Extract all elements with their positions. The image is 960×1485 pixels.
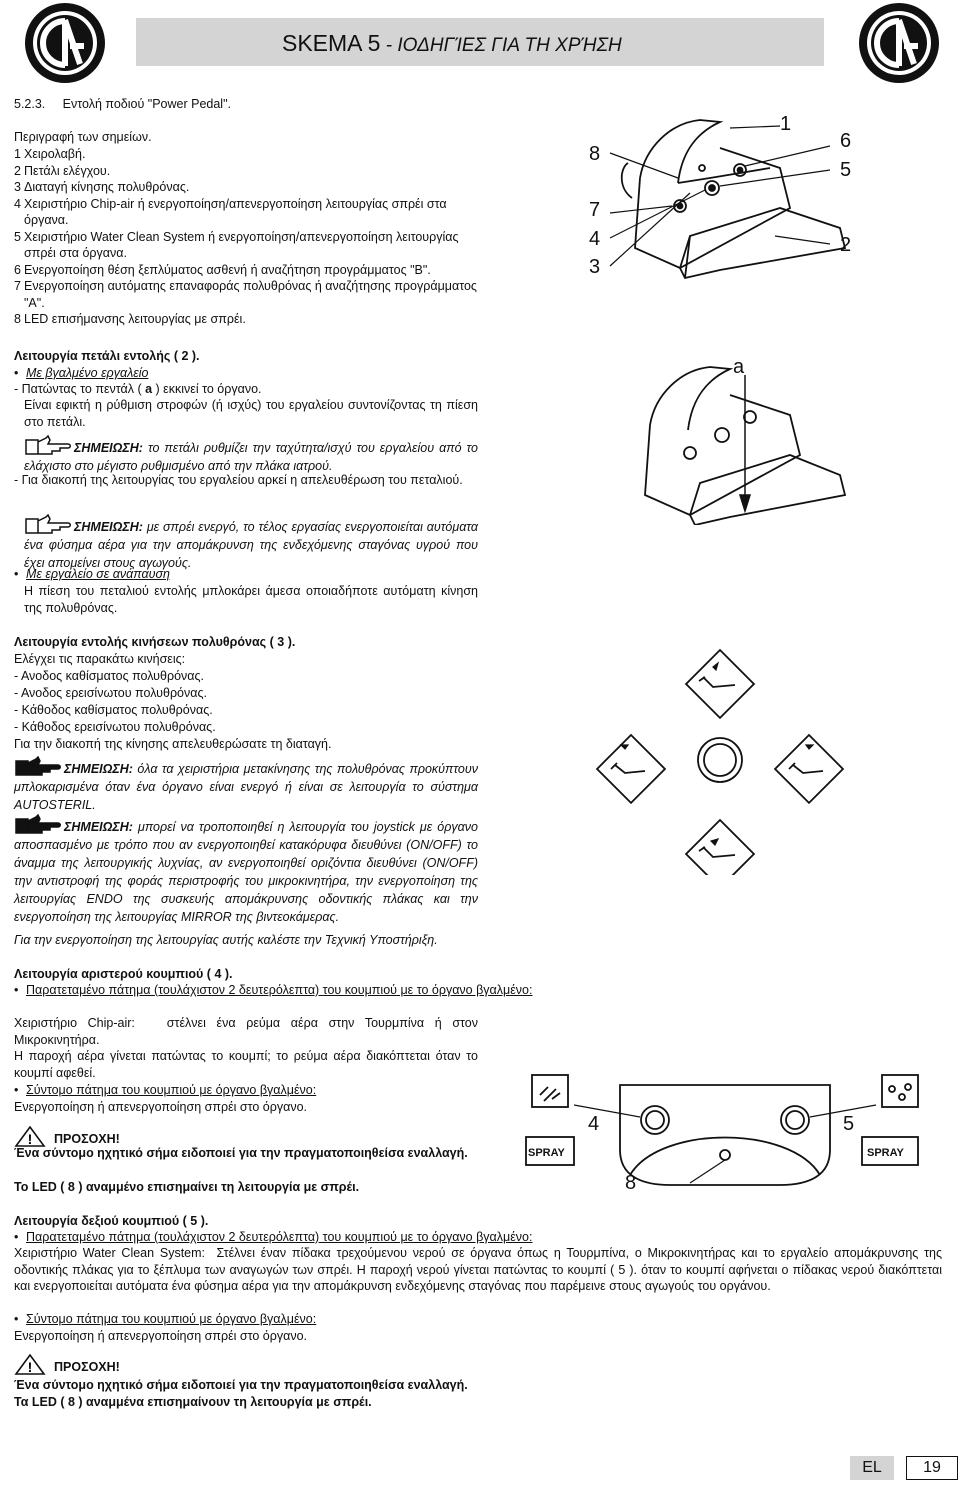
- pointing-hand-icon: [24, 513, 72, 535]
- company-logo-right-icon: [856, 0, 942, 86]
- pedal-diagram-press: [620, 355, 860, 525]
- legend-item: 7 Ενεργοποίηση αυτόματης επαναφοράς πολυθρόνας ή αναζήτησης προγράμματος "A".: [14, 279, 477, 310]
- pedal-bullet2: • Με εργαλείο σε ανάπαυση: [14, 567, 170, 581]
- fig1-label-8: 8: [589, 143, 601, 165]
- right-btn-warn-text: Ένα σύντομο ηχητικό σήμα ειδοποιεί για την πραγματοποιηθείσα εναλλαγή.: [14, 1378, 468, 1392]
- chair-heading: Λειτουργία εντολής κινήσεων πολυθρόνας ( 3 ).: [14, 635, 296, 649]
- right-btn-bullet1: • Παρατεταμένο πάτημα (τουλάχιστον 2 δευτερόλεπτα) του κουμπιού με το όργανο βγαλμένο:: [14, 1230, 533, 1244]
- svg-text:!: !: [27, 1131, 33, 1147]
- spray-buttons-diagram: [520, 1065, 930, 1215]
- pedal-p4: Η πίεση του πεταλιού εντολής μπλοκάρει άμεσα οποιαδήποτε αυτόματη κίνηση της πολυθρόνας.: [24, 584, 478, 615]
- left-btn-bullet2: • Σύντομο πάτημα του κουμπιού με όργανο βγαλμένο:: [14, 1083, 317, 1097]
- chair-joystick-diagram: [595, 645, 845, 875]
- fig2-label-a: a: [733, 356, 745, 378]
- fig3-label-4: 4: [588, 1113, 600, 1135]
- chair-move: - Κάθοδος ερεισίνωτου πολυθρόνας.: [14, 720, 216, 734]
- pedal-p3: - Για διακοπή της λειτουργίας του εργαλείου αρκεί η απελευθέρωση του πεταλιού.: [14, 473, 463, 487]
- svg-text:!: !: [27, 1359, 33, 1375]
- right-btn-bullet2: • Σύντομο πάτημα του κουμπιού με όργανο βγαλμένο:: [14, 1312, 317, 1326]
- legend-item: 3 Διαταγή κίνησης πολυθρόνας.: [14, 180, 190, 194]
- pedal-p2: Είναι εφικτή η ρύθμιση στροφών (ή ισχύς) του εργαλείου συντονίζοντας τη πίεση στο πετάλι.: [24, 398, 478, 429]
- pedal-bullet1: • Με βγαλμένο εργαλείο: [14, 366, 149, 380]
- left-btn-warn-text: Ένα σύντομο ηχητικό σήμα ειδοποιεί για την πραγματοποιηθείσα εναλλαγή.: [14, 1146, 468, 1160]
- pedal-note2: ΣΗΜΕΙΩΣΗ: με σπρέι ενεργό, το τέλος εργασίας ενεργοποιείται αυτόματα ένα φύσημα αέρα για την απομάκρυνση της ενδεχόμενης σταγόνας υγρού που έχει απομείνει στους αγωγούς.: [24, 513, 478, 572]
- right-btn-warning: ! ΠΡΟΣΟΧΗ!: [14, 1354, 120, 1376]
- left-btn-air: Η παροχή αέρα γίνεται πατώντας το κουμπί; το ρεύμα αέρα διακόπτεται όταν το κουμπί αφεθεί.: [14, 1049, 478, 1080]
- chair-intro: Ελέγχει τις παρακάτω κινήσεις:: [14, 652, 186, 666]
- left-btn-b2-text: Ενεργοποίηση ή απενεργοποίηση σπρέι στο όργανο.: [14, 1100, 308, 1114]
- pedal-diagram-labeled: [580, 108, 880, 298]
- legend-item: 6 Ενεργοποίηση θέση ξεπλύματος ασθενή ή αναζήτηση προγράμματος "B".: [14, 262, 431, 277]
- left-btn-bullet1: • Παρατεταμένο πάτημα (τουλάχιστον 2 δευτερόλεπτα) του κουμπιού με το όργανο βγαλμένο:: [14, 983, 533, 997]
- right-btn-b2-text: Ενεργοποίηση ή απενεργοποίηση σπρέι στο όργανο.: [14, 1329, 308, 1343]
- left-btn-warning: ! ΠΡΟΣΟΧΗ!: [14, 1126, 120, 1148]
- fig1-label-1: 1: [780, 113, 792, 135]
- chair-note1: ΣΗΜΕΙΩΣΗ: όλα τα χειριστήρια μετακίνησης της πολυθρόνας προκύπτουν μπλοκαρισμένα όταν ένα όργανο είναι ενεργό ή είναι σε λειτουργία το σύστημα AUTOSTERIL.: [14, 755, 478, 814]
- fig1-label-2: 2: [840, 234, 852, 256]
- chair-move: - Ανοδος καθίσματος πολυθρόνας.: [14, 669, 205, 683]
- language-badge: EL: [850, 1456, 894, 1480]
- chair-move: - Κάθοδος καθίσματος πολυθρόνας.: [14, 703, 213, 717]
- legend-item: 2 Πετάλι ελέγχου.: [14, 163, 111, 178]
- pedal-note1: ΣΗΜΕΙΩΣΗ: το πετάλι ρυθμίζει την ταχύτητα/ισχύ του εργαλείου από το ελάχιστο στο μέγιστο ρυθμισμένο από την πλάκα ιατρού.: [24, 434, 478, 475]
- warning-icon: [14, 1354, 54, 1376]
- legend-item: 1 Χειρολαβή.: [14, 147, 86, 161]
- fig3-label-5: 5: [843, 1113, 855, 1135]
- legend-item: 4 Χειριστήριο Chip-air ή ενεργοποίηση/απενεργοποίηση λειτουργίας σπρέι στα όργανα.: [14, 196, 447, 227]
- section-heading: 5.2.3. Εντολή ποδιού "Power Pedal".: [14, 97, 231, 111]
- right-btn-heading: Λειτουργία δεξιού κουμπιού ( 5 ).: [14, 1214, 209, 1228]
- fig1-label-4: 4: [589, 228, 601, 250]
- left-btn-heading: Λειτουργία αριστερού κουμπιού ( 4 ).: [14, 967, 233, 981]
- left-btn-led: Το LED ( 8 ) αναμμένο επισημαίνει τη λειτουργία με σπρέι.: [14, 1180, 360, 1194]
- spray-label-right: SPRAY: [867, 1147, 904, 1159]
- chair-move: - Ανοδος ερεισίνωτου πολυθρόνας.: [14, 686, 207, 700]
- legend-item: 5 Χειριστήριο Water Clean System ή ενεργοποίηση/απενεργοποίηση λειτουργίας σπρέι στα όργανα.: [14, 229, 459, 260]
- legend-title: Περιγραφή των σημείων.: [14, 130, 152, 144]
- fig1-label-6: 6: [840, 130, 852, 152]
- left-btn-chip: Χειριστήριο Chip-air: στέλνει ένα ρεύμα αέρα στην Τουρμπίνα ή στον Μικροκινητήρα.: [14, 1016, 482, 1047]
- right-btn-wcs: Χειριστήριο Water Clean System: Στέλνει έναν πίδακα τρεχούμενου νερού σε όργανα όπως η Τουρμπίνα, ο Μικροκινητήρας και το εργαλείο απομάκρυνσης της οδοντικής πλάκας για το ξέπλυμα των αναγωγών των σπρέι. Η παροχή νερού γίνεται πατώντας το κουμπί ( 5 ). όταν το κουμπί αφήνεται ο πίδακας νερού διακόπτεται και ενεργοποιείται αυτόματα ένα φύσημα αέρα για την απομάκρυνση ενδεχόμενης σταγόνας που παρέμεινε στους αγωγούς του οργάνου.: [14, 1246, 946, 1293]
- pointing-hand-icon: [14, 813, 62, 835]
- legend-list: [14, 146, 482, 328]
- fig1-label-5: 5: [840, 159, 852, 181]
- page-number: 19: [906, 1456, 958, 1480]
- pedal-p1: - Πατώντας το πεντάλ ( a ) εκκινεί το όργανο.: [14, 382, 262, 396]
- pointing-hand-icon: [24, 434, 72, 456]
- chair-support: Για την ενεργοποίηση της λειτουργίας αυτής καλέστε την Τεχνική Υποστήριξη.: [14, 933, 438, 947]
- fig1-label-7: 7: [589, 199, 601, 221]
- page-title: SKEMA 5 - ΙΟΔΗΓΊΕΣ ΓΙΑ ΤΗ ΧΡΉΣΗ: [282, 30, 622, 56]
- fig3-label-8: 8: [625, 1172, 637, 1194]
- chair-stop: Για την διακοπή της κίνησης απελευθερώσατε τη διαταγή.: [14, 737, 332, 751]
- legend-item: 8 LED επισήμανσης λειτουργίας με σπρέι.: [14, 312, 246, 326]
- right-btn-led: Τα LED ( 8 ) αναμμένα επισημαίνουν τη λειτουργία με σπρέι.: [14, 1395, 372, 1409]
- chair-note2: ΣΗΜΕΙΩΣΗ: μπορεί να τροποποιηθεί η λειτουργία του joystick με όργανο αποσπασμένο με τρόπο που αν ενεργοποιηθεί κατακόρυφα διευθύνει (ON/OFF) το άναμμα της λειτουργικής λυχνίας, αν ενεργοποιηθεί οριζόντια διευθύνει (ON/OFF) την αντιστροφή της φοράς περιστροφής του μικροκινητήρα, την ενεργοποίηση της λειτουργίας ENDO της συσκευής απομάκρυνσης οδοντικής πλάκας και την ενεργοποίηση της λειτουργίας MIRROR της βιντεοκάμερας.: [14, 813, 478, 926]
- fig1-label-3: 3: [589, 256, 601, 278]
- pointing-hand-icon: [14, 755, 62, 777]
- pedal-heading: Λειτουργία πετάλι εντολής ( 2 ).: [14, 349, 200, 363]
- spray-label-left: SPRAY: [528, 1147, 565, 1159]
- company-logo-left-icon: [22, 0, 108, 86]
